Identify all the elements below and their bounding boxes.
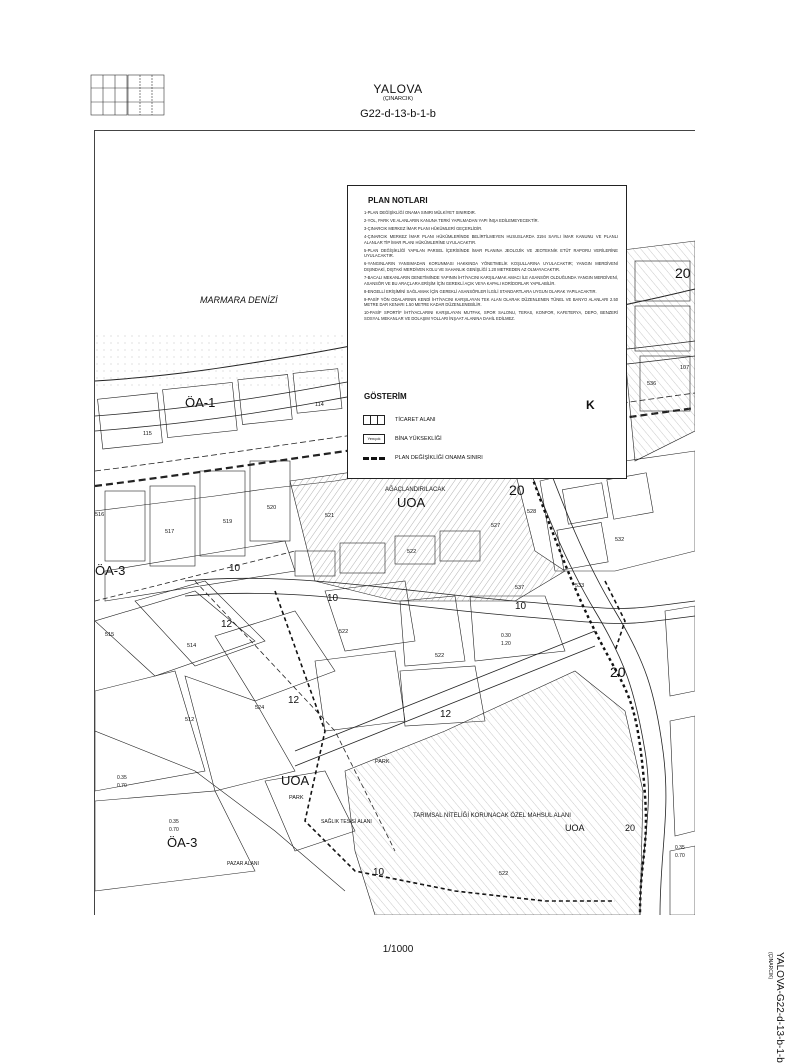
legend-row-boundary — [363, 452, 483, 463]
block-number: 527 — [491, 523, 501, 529]
commercial-area-symbol — [363, 415, 385, 425]
density-ratio: 0.70 — [675, 853, 685, 859]
block-number: 537 — [515, 585, 525, 591]
plan-notes-title: PLAN NOTLARI — [368, 196, 428, 205]
road-width-label: 10 — [515, 601, 527, 612]
area-label: SAĞLIK TESİSİ ALANI — [321, 819, 372, 825]
zone-label-uoa-extra: UOA — [565, 823, 585, 833]
plan-note-item: 10-PASİF SPORTİF İHTİYACLARINI KARŞILAYAN MUTFAK, SPOR SALONU, TERAS, KONFOR, KAFETERYA, DEPO, BENZERİ SOSYAL MEKANLAR VE DOLAŞIM YOLLARI İNŞAAT ALANINA DAHİL EDİLMEZ. — [364, 310, 618, 321]
agricultural-area — [345, 671, 643, 915]
density-ratio: 0.30 — [501, 633, 511, 639]
plan-note-item: 5-PLAN DEĞİŞİKLİĞİ YAPILAN PARSEL İÇERİSİNDE İMAR PLANINA JEOLOJİK VE JEOTEKNİK ETÜT RAPORU VERİLERİNE UYULACAKTIR. — [364, 247, 618, 259]
road-width-label: 20 — [675, 265, 691, 281]
plan-note-item: 4-ÇINARCIK MERKEZ İMAR PLANI HÜKÜMLERİNDE BELİRTİLMEYEN HUSUSLARDA 3194 SAYILI İMAR KANUNU VE PLANLI ALANLAR TİP İMAR PLANI HÜKÜMLERİNE UYULACAKTIR. — [364, 234, 618, 245]
block-number: 536 — [647, 381, 657, 387]
sea-label: MARMARA DENİZİ — [200, 295, 278, 305]
side-district-text: (ÇINARCIK) — [767, 952, 773, 980]
block-number: 114 — [315, 402, 324, 408]
plan-note-item: 8-ENGELLİ ERİŞİMİNİ SAĞLAMAK İÇİN GEREKLİ ASANSÖRLER İLGİLİ STANDARTLARA UYGUN OLARAK YAPILACAKTIR. — [364, 288, 597, 294]
block-number: 520 — [267, 505, 277, 511]
road-width-label: 20 — [509, 482, 525, 498]
road-width-label: 12 — [440, 709, 452, 720]
road-width-label: 20 — [610, 664, 626, 680]
map-city-title: YALOVA — [373, 82, 423, 96]
block-number: 524 — [255, 705, 265, 711]
legend-label: TİCARET ALANI — [395, 416, 436, 423]
zone-label-oa3-upper: ÖA-3 — [95, 563, 126, 578]
area-label: TARIMSAL NİTELİĞİ KORUNACAK ÖZEL MAHSUL ALANI — [413, 813, 571, 819]
road-width-label: 10 — [327, 593, 339, 604]
block-number: 522 — [435, 653, 445, 659]
plan-notes-list — [364, 210, 618, 324]
map-sheet-code: G22-d-13-b-1-b — [360, 108, 436, 120]
block-number: 512 — [185, 717, 195, 723]
block-number: 515 — [105, 632, 115, 638]
density-ratio: 0.70 — [169, 827, 179, 833]
zone-letter: K — [586, 398, 595, 412]
density-ratio: 0.35 — [675, 845, 685, 851]
block-number: 532 — [615, 537, 625, 543]
plan-note-item: 6-YANGINLARIN YANSIMADAN KORUNMASI HAKKINDA YÖNETMELİK KOŞULLARINA UYULACAKTIR; YANGIN MERDİVENİ DIŞINDAKİ, DIŞTAKİ MERDİVEN KOLU VE SAHANLIK GENİŞLİĞİ 1.20 METREDEN AZ OLMAYACAKTIR. — [364, 261, 618, 272]
density-ratio: 0.35 — [169, 819, 179, 825]
legend-label: PLAN DEĞİŞİKLİĞİ ONAMA SINIRI — [395, 454, 483, 461]
road-width-label: 12 — [221, 619, 233, 630]
plan-notes-panel — [347, 185, 627, 479]
road-width-label: 10 — [373, 867, 385, 878]
map-scale: 1/1000 — [382, 944, 414, 955]
road-width-label: 20 — [625, 823, 636, 833]
block-number: 521 — [325, 513, 335, 519]
side-code-text: YALOVA-G22-d-13-b-1-b — [774, 952, 785, 1063]
zone-label-uoa-top: UOA — [397, 495, 426, 510]
area-label: PARK — [289, 795, 304, 801]
plan-note-item: 3-ÇINARCIK MERKEZ İMAR PLANI HÜKÜMLERİ GEÇERLİDİR. — [364, 226, 483, 232]
density-ratio: 1.20 — [501, 641, 511, 647]
block-number: 517 — [165, 529, 175, 535]
block-number: 533 — [575, 583, 585, 589]
block-number: 528 — [527, 509, 537, 515]
block-number: 519 — [223, 519, 233, 525]
block-number: 107 — [680, 365, 690, 371]
legend-label: BİNA YÜKSEKLİĞİ — [395, 435, 442, 442]
plan-note-item: 7-BACALI MEKANLARIN DENETİMİNDE YAPININ İHTİYACINI KARŞILAMAK AMACI İLE ASANSÖR OLDUĞUNDA YANGIN MERDİVENİ, ASANSÖR VE BU ARAÇLARA ERİŞİM İÇİN GEREKLİ AÇIK VEYA KAPALI KORİDORLAR YAPILABİLİR. — [364, 275, 618, 286]
density-ratio: 0.35 — [117, 775, 127, 781]
zone-label-oa1: ÖA-1 — [185, 395, 216, 410]
road-width-label: 10 — [229, 563, 241, 574]
plan-note-item: 9-PASİF YÖN ODALARININ KENDİ İHTİYACINI KARŞILAYAN TEK ALAN OLARAK DÜZENLENEN TÜNEL VE BANYO ALANLARI 2.50 METRE DAR KENARI 1.50 METRE KADAR DÜZENLENEBİLİR. — [364, 296, 618, 308]
block-number: 516 — [95, 512, 105, 518]
plan-note-item: 1-PLAN DEĞİŞİKLİĞİ ONAMA SINIRI MÜLKİYET SINIRIDIR. — [364, 210, 476, 215]
block-number: 522 — [407, 549, 417, 555]
road-width-label: 12 — [288, 695, 300, 706]
zone-label-oa3-lower: ÖA-3 — [167, 835, 198, 850]
block-number: 522 — [499, 871, 509, 877]
density-ratio: 0.70 — [117, 783, 127, 789]
area-label: PARK — [375, 759, 390, 765]
side-sheet-code — [767, 952, 785, 1063]
plan-boundary-symbol — [363, 457, 385, 460]
area-label: AĞAÇLANDIRILACAK — [385, 487, 446, 493]
legend-row-commercial — [363, 414, 436, 425]
plan-note-item: 2-YOL, PARK VE ALANLARIN KANUNA TERKİ YAPILMADAN YAPI İNŞA EDİLEMEYECEKTİR. — [364, 218, 539, 224]
sheet-index-grid — [90, 74, 165, 120]
block-number: 514 — [187, 643, 197, 649]
area-label: PAZAR ALANI — [227, 861, 259, 867]
legend-row-height — [363, 433, 442, 444]
map-district-subtitle: (ÇINARCIK) — [383, 96, 413, 102]
block-number: 115 — [143, 431, 152, 437]
zone-label-uoa-mid: UOA — [281, 773, 310, 788]
building-height-symbol: Yençok — [363, 434, 385, 444]
block-number: 522 — [339, 629, 349, 635]
legend-title: GÖSTERİM — [364, 392, 407, 401]
